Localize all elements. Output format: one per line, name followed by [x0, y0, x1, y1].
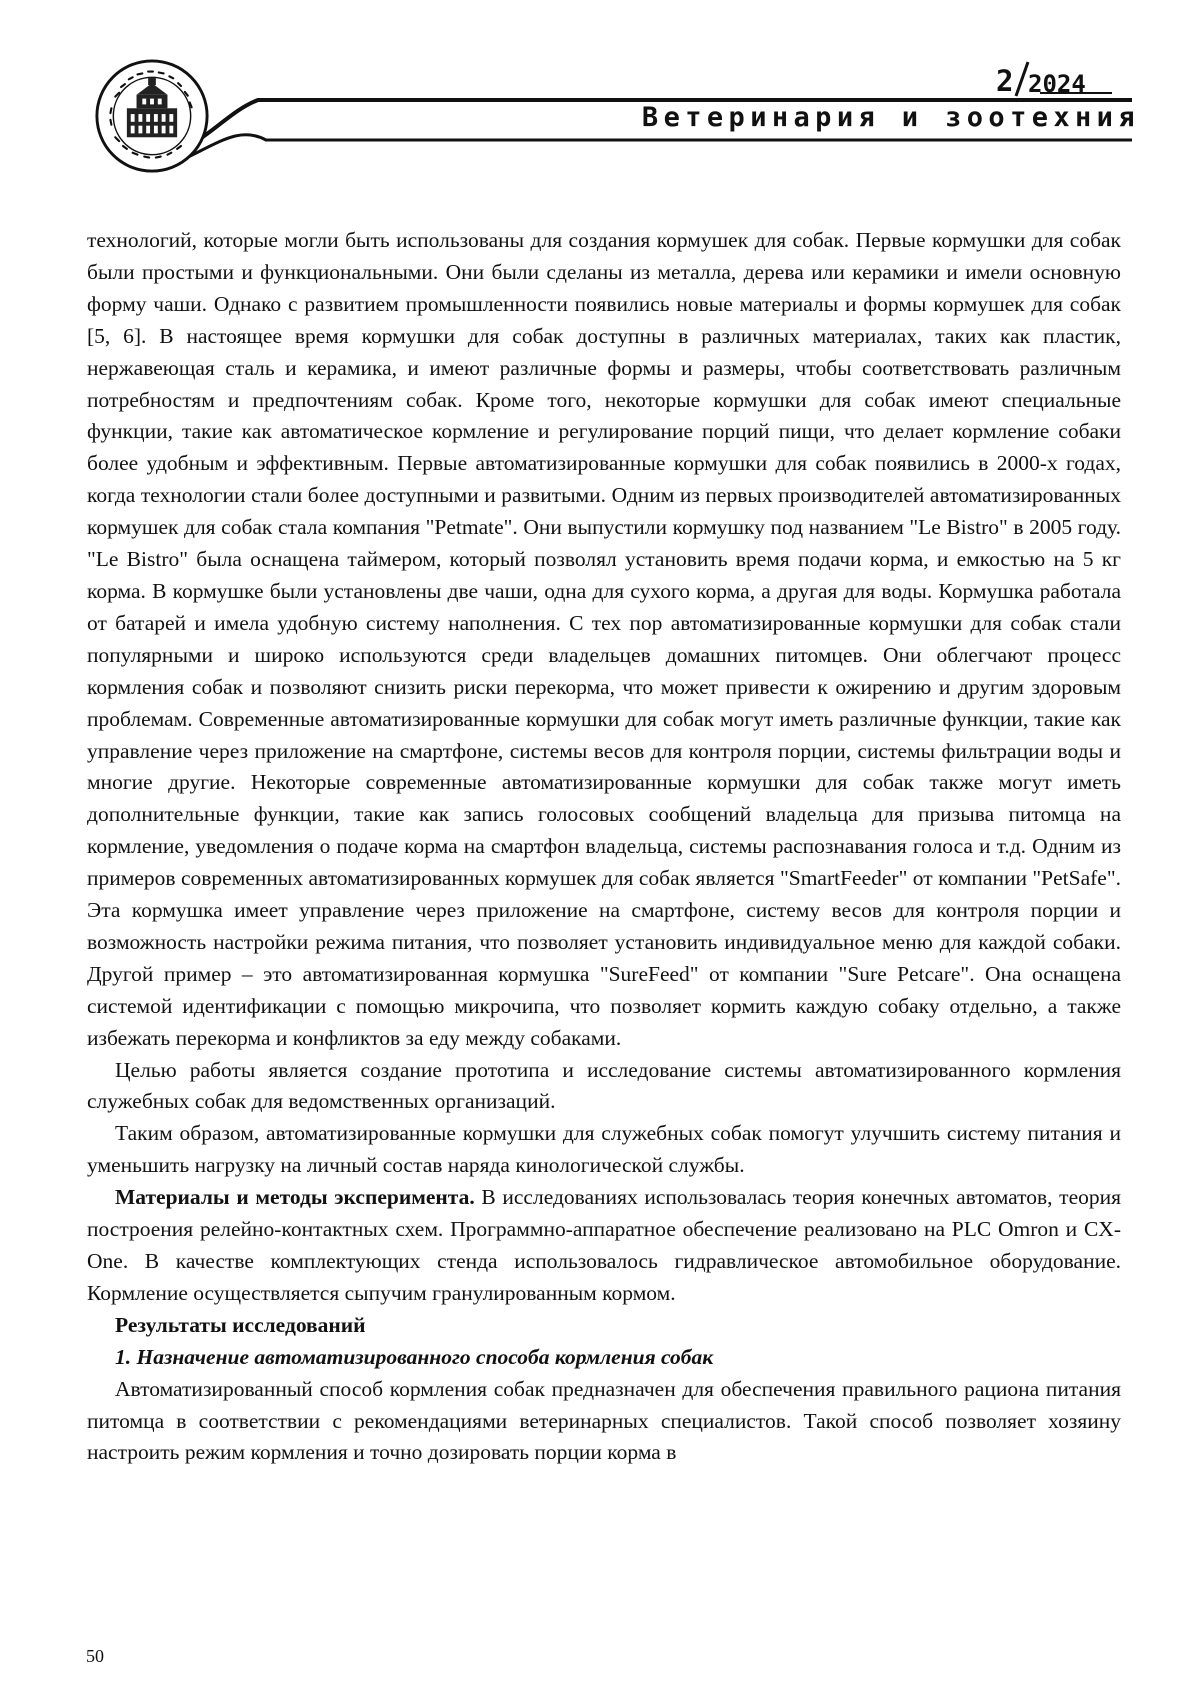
page-header: [0, 0, 1200, 200]
results-heading: Результаты исследований: [115, 1312, 366, 1337]
results-heading-row: [87, 1310, 1121, 1342]
paragraph-materials: [87, 1182, 1121, 1310]
journal-section-title: Ветеринария и зоотехния: [641, 102, 1140, 133]
issue-number: [994, 60, 1084, 100]
paragraph-goal: Целью работы является создание прототипа и исследование системы автоматизированного кормления служебных собак для ведомственных организаций.: [87, 1057, 1121, 1114]
paragraph-conclusion: Таким образом, автоматизированные кормушки для служебных собак помогут улучшить систему питания и уменьшить нагрузку на личный состав наряда кинологической службы.: [87, 1121, 1121, 1178]
paragraph-purpose: Автоматизированный способ кормления собак предназначен для обеспечения правильного рациона питания питомца в соответствии с рекомендациями ветеринарных специалистов. Такой способ позволяет хозяину настроить режим кормления и точно дозировать порции корма в: [87, 1376, 1121, 1465]
materials-heading: Материалы и методы эксперимента.: [115, 1185, 475, 1210]
article-body: [87, 225, 1121, 1469]
paragraph-history: технологий, которые могли быть использованы для создания кормушек для собак. Первые кормушки для собак были простыми и функциональными. Они были сделаны из металла, дерева или керамики и имели основную форму чаши. Однако с развитием промышленности появились новые материалы и формы кормушек для собак [5, 6]. В настоящее время кормушки для собак доступны в различных материалах, таких как пластик, нержавеющая сталь и керамика, и имеют различные формы и размеры, чтобы соответствовать различным потребностям и предпочтениям собак. Кроме того, некоторые кормушки для собак имеют специальные функции, такие как автоматическое кормление и регулирование порций пищи, что делает кормление собаки более удобным и эффективным. Первые автоматизированные кормушки для собак появились в 2000-х годах, когда технологии стали более доступными и развитыми. Одним из первых производителей автоматизированных кормушек для собак стала компания "Petmate". Они выпустили кормушку под названием "Le Bistro" в 2005 году. "Le Bistro" была оснащена таймером, который позволял установить время подачи корма, и емкостью на 5 кг корма. В кормушке были установлены две чаши, одна для сухого корма, а другая для воды. Кормушка работала от батарей и имела удобную систему наполнения. С тех пор автоматизированные кормушки для собак стали популярными и широко используются среди владельцев домашних питомцев. Они облегчают процесс кормления собак и позволяют снизить риски перекорма, что может привести к ожирению и другим здоровым проблемам. Современные автоматизированные кормушки для собак могут иметь различные функции, такие как управление через приложение на смартфоне, системы весов для контроля порции, системы фильтрации воды и многие другие. Некоторые современные автоматизированные кормушки для собак также могут иметь дополнительные функции, такие как запись голосовых сообщений владельца для призыва питомца на кормление, уведомления о подаче корма на смартфон владельца, системы распознавания голоса и т.д. Одним из примеров современных автоматизированных кормушек для собак является "SmartFeeder" от компании "PetSafe". Эта кормушка имеет управление через приложение на смартфоне, систему весов для контроля порции и возможность настройки режима питания, что позволяет установить индивидуальное меню для каждой собаки. Другой пример – это автоматизированная кормушка "SureFeed" от компании "Sure Petcare". Она оснащена системой идентификации с помощью микрочипа, что позволяет кормить каждую собаку отдельно, а также избежать перекорма и конфликтов за еду между собаками.: [87, 228, 1121, 1050]
materials-text: В исследованиях использовалась теория конечных автоматов, теория построения релейно-контактных схем. Программно-аппаратное обеспечение реализовано на PLC Omron и CX-One. В качестве комплектующих стенда использовалось гидравлическое автомобильное оборудование. Кормление осуществляется сыпучим гранулированным кормом.: [87, 1185, 1122, 1305]
subsection-heading-row: [87, 1342, 1121, 1374]
issue-number-value: 2: [996, 64, 1014, 98]
journal-seal-icon: [94, 58, 210, 174]
page-number: 50: [86, 1646, 104, 1666]
subsection-heading: 1. Назначение автоматизированного способа кормления собак: [115, 1344, 714, 1369]
issue-year: 2024: [1028, 70, 1086, 98]
